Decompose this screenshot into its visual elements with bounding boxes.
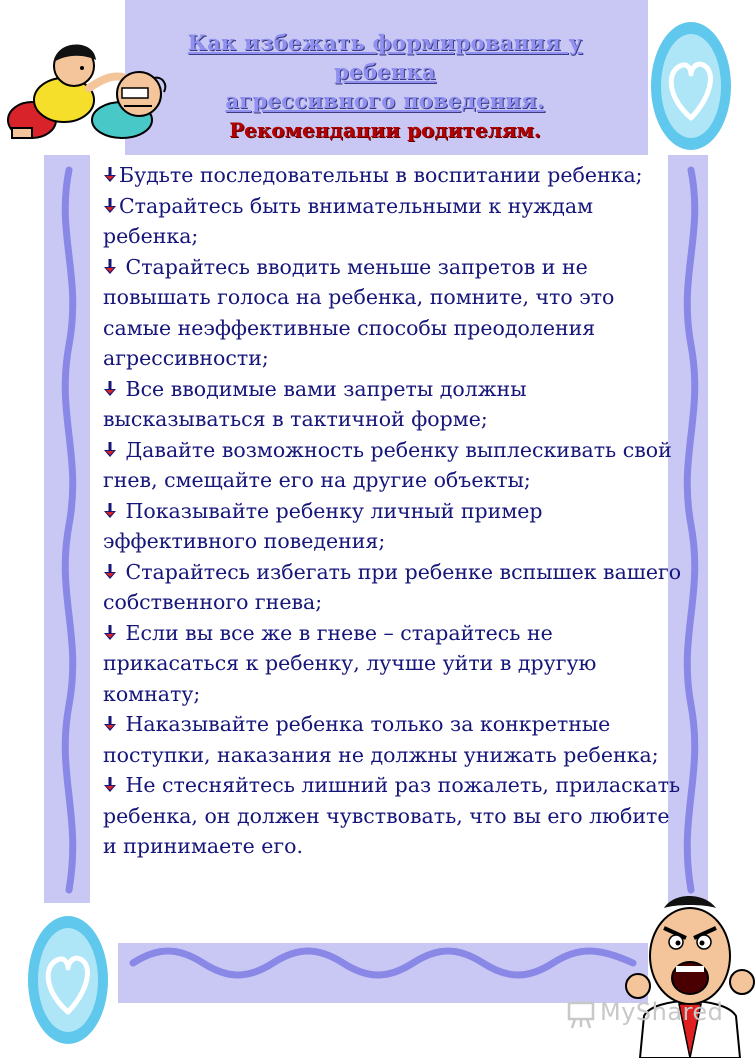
tip-text: Все вводимые вами запреты должны высказываться в тактичной форме; bbox=[103, 376, 527, 431]
arrow-down-bullet-icon bbox=[103, 564, 117, 580]
list-item bbox=[103, 252, 683, 374]
presentation-board-icon bbox=[567, 1000, 595, 1030]
arrow-down-bullet-icon bbox=[103, 381, 117, 397]
list-item bbox=[103, 191, 683, 252]
arrow-down-bullet-icon bbox=[103, 259, 117, 275]
arrow-down-bullet-icon bbox=[103, 503, 117, 519]
page-title bbox=[140, 28, 630, 145]
page-subtitle: Рекомендации родителям. bbox=[229, 118, 541, 142]
bottom-wave-border bbox=[128, 945, 638, 981]
tip-text: Давайте возможность ребенку выплескивать свой гнев, смещайте его на другие объекты; bbox=[103, 437, 672, 492]
tips-list bbox=[103, 160, 683, 862]
tip-text: Старайтесь быть внимательными к нуждам ребенка; bbox=[103, 193, 594, 248]
angry-man-illustration bbox=[624, 886, 756, 1058]
tip-text: Не стесняйтесь лишний раз пожалеть, приласкать ребенка, он должен чувствовать, что вы его любите и принимаете его. bbox=[103, 773, 681, 858]
title-line: ребенка bbox=[334, 59, 436, 84]
tip-text: Наказывайте ребенка только за конкретные поступки, наказания не должны унижать ребенка; bbox=[103, 712, 659, 767]
tip-text: Старайтесь избегать при ребенке вспышек вашего собственного гнева; bbox=[103, 559, 682, 614]
watermark-text: MyShared bbox=[600, 998, 724, 1026]
heart-icon bbox=[648, 18, 734, 154]
tip-text: Будьте последовательны в воспитании ребенка; bbox=[119, 163, 643, 187]
list-item bbox=[103, 557, 683, 618]
tip-text: Если вы все же в гневе – старайтесь не прикасаться к ребенку, лучше уйти в другую комнату; bbox=[103, 620, 597, 706]
arrow-down-bullet-icon bbox=[103, 777, 117, 793]
title-line: Как избежать формирования у bbox=[187, 30, 583, 55]
arrow-down-bullet-icon bbox=[103, 198, 117, 214]
arrow-down-bullet-icon bbox=[103, 625, 117, 641]
left-wave-border bbox=[54, 165, 84, 895]
list-item bbox=[103, 496, 683, 557]
list-item bbox=[103, 160, 683, 191]
list-item bbox=[103, 618, 683, 710]
list-item bbox=[103, 435, 683, 496]
tip-text: Старайтесь вводить меньше запретов и не повышать голоса на ребенка, помните, что это самые неэффективные способы преодоления агрессивности; bbox=[103, 254, 615, 370]
list-item bbox=[103, 374, 683, 435]
arrow-down-bullet-icon bbox=[103, 442, 117, 458]
title-line: агрессивного поведения. bbox=[225, 88, 545, 113]
heart-icon bbox=[25, 912, 111, 1048]
arrow-down-bullet-icon bbox=[103, 716, 117, 732]
list-item bbox=[103, 770, 683, 862]
arrow-down-bullet-icon bbox=[103, 167, 117, 183]
list-item bbox=[103, 709, 683, 770]
tip-text: Показывайте ребенку личный пример эффективного поведения; bbox=[103, 498, 543, 553]
